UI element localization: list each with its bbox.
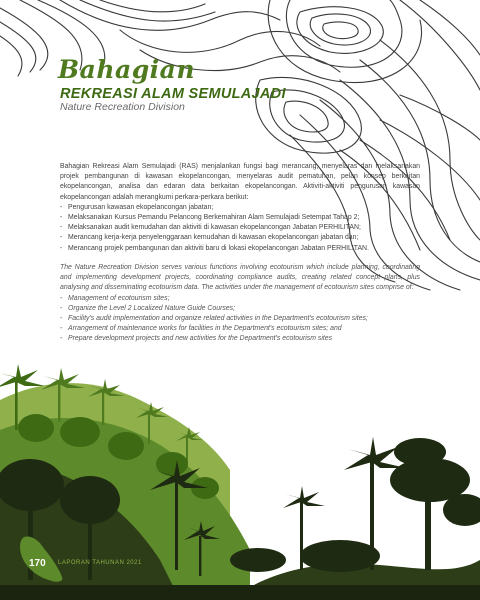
- page-subtitle: Nature Recreation Division: [60, 101, 185, 113]
- list-item: - Arrangement of maintenance works for facilities in the Department's ecotourism sites; and: [60, 324, 420, 334]
- list-item: - Merancang kerja-kerja penyelenggaraan kemudahan di kawasan ekopelancongan jabatan dan;: [60, 233, 420, 243]
- page-number: 170: [29, 558, 46, 569]
- list-item: - Organize the Level 2 Localized Nature Guide Courses;: [60, 304, 420, 314]
- list-item: - Melaksanakan Kursus Pemandu Pelancong Berkemahiran Alam Semulajadi Setempat Tahap 2;: [60, 213, 420, 223]
- list-item: - Pengurusan kawasan ekopelancongan jabatan;: [60, 203, 420, 213]
- malay-section: [60, 162, 420, 254]
- english-section: [60, 263, 420, 345]
- list-item: - Management of ecotourism sites;: [60, 294, 420, 304]
- page-title: REKREASI ALAM SEMULAJADI: [60, 86, 286, 102]
- list-item: - Prepare development projects and new activities for the Department's ecotourism sites: [60, 334, 420, 344]
- list-item: - Melaksanakan audit kemudahan dan aktiviti di kawasan ekopelancongan Jabatan PERHILITAN;: [60, 223, 420, 233]
- english-list: [60, 294, 420, 345]
- heading-script-title: Bahagian: [58, 55, 196, 84]
- list-item: - Merancang projek pembangunan dan aktiviti baru di lokasi ekopelancongan Jabatan PERHILITAN.: [60, 244, 420, 254]
- english-paragraph: The Nature Recreation Division serves various functions involving ecotourism which include planning, coordinating and implementing development projects, coordinating compliance audits, creating related concept plans, plus analysing and disseminating ecotourism data. The activities under the management of ecotourism sites comprise of:: [60, 264, 420, 292]
- malay-list: [60, 203, 420, 254]
- list-item: - Facility's audit implementation and organize related activities in the Department's ecotourism sites;: [60, 314, 420, 324]
- malay-paragraph: Bahagian Rekreasi Alam Semulajadi (RAS) menjalankan fungsi bagi merancang, menyelaras dan melaksanakan projek pembangunan di kawasan ekopelancongan, menyelaras audit pematuhan, pelan konsep berkaitan ekopelancongan, analisa dan edaran data berkaitan ekopelancongan. Aktiviti-aktiviti pengurusan kawasan ekopelancongan adalah merangkumi perkara-perkara berikut:: [60, 163, 420, 201]
- report-title: LAPORAN TAHUNAN 2021: [58, 560, 142, 566]
